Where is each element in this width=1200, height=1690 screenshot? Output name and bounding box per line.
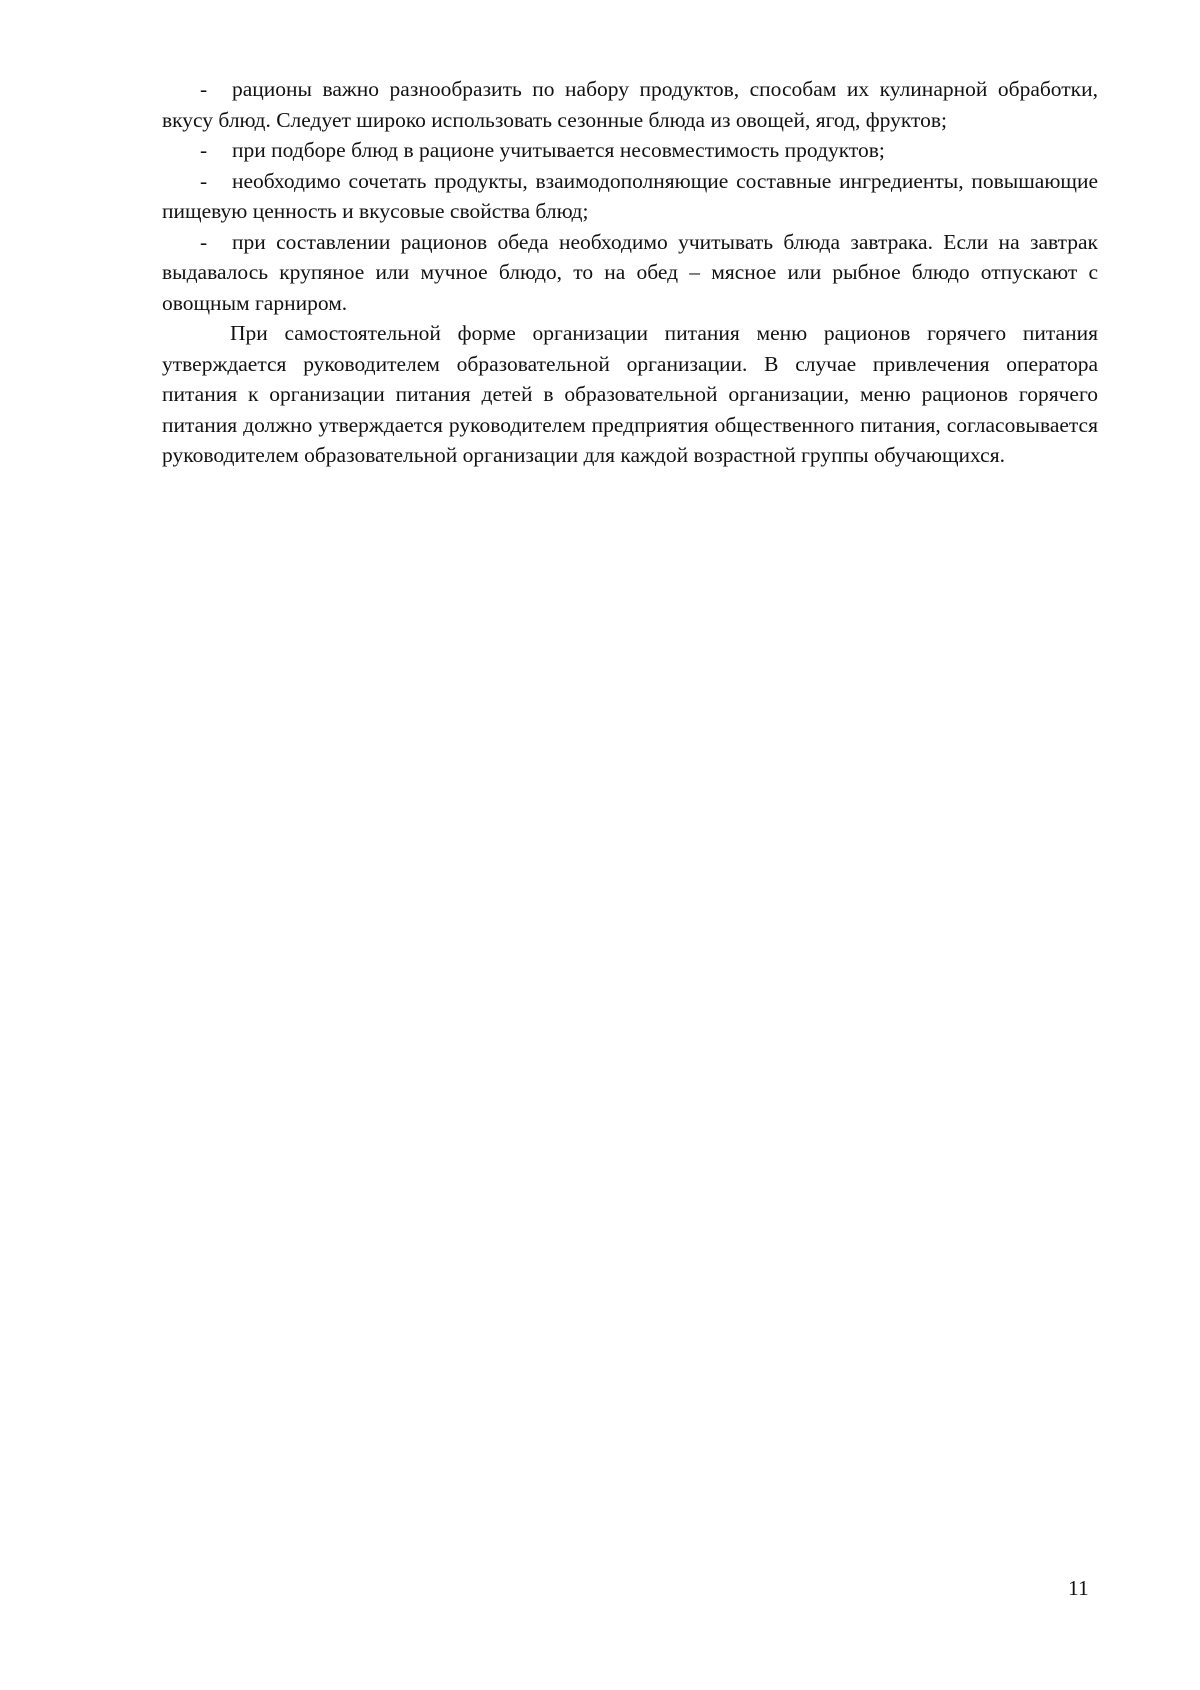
list-item-text: при подборе блюд в рационе учитывается несовместимость продуктов;: [232, 138, 885, 162]
body-paragraph: При самостоятельной форме организации питания меню рационов горячего питания утверждается руководителем образовательной организации. В случае привлечения оператора питания к организации питания детей в образовательной организации, меню рационов горячего питания должно утверждается руководителем предприятия общественного питания, согласовывается руководителем образовательной организации для каждой возрастной группы обучающихся.: [162, 321, 1098, 467]
list-item: [162, 166, 1098, 227]
list-item: [162, 227, 1098, 319]
bullet-marker: -: [200, 168, 208, 193]
list-item-text: при составлении рационов обеда необходимо учитывать блюда завтрака. Если на завтрак выдавалось крупяное или мучное блюдо, то на обед – мясное или рыбное блюдо отпускают с овощным гарниром.: [162, 229, 1098, 315]
list-item-text: рационы важно разнообразить по набору продуктов, способам их кулинарной обработки, вкусу блюд. Следует широко использовать сезонные блюда из овощей, ягод, фруктов;: [162, 77, 1098, 132]
list-item-text: необходимо сочетать продукты, взаимодополняющие составные ингредиенты, повышающие пищевую ценность и вкусовые свойства блюд;: [162, 168, 1098, 223]
page-number: 11: [1068, 1576, 1089, 1600]
list-item: [162, 135, 1098, 166]
list-item: [162, 74, 1098, 135]
document-body: [162, 74, 1098, 471]
bullet-marker: -: [200, 138, 208, 162]
bullet-marker: -: [200, 229, 208, 254]
bullet-marker: -: [200, 77, 208, 101]
